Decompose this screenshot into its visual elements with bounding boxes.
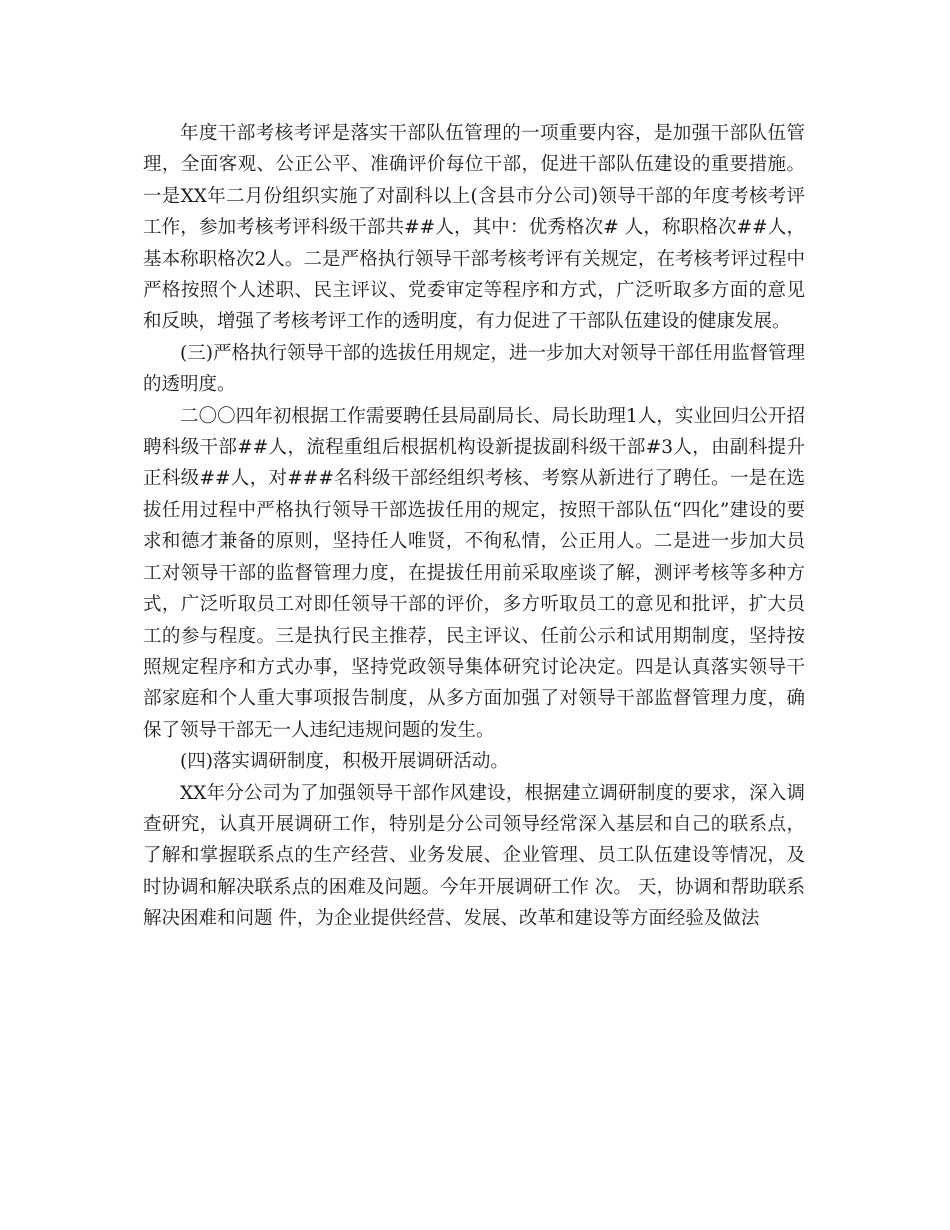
section-heading-research: (四)落实调研制度，积极开展调研活动。 <box>180 751 509 773</box>
paragraph-research: XX年分公司为了加强领导干部作风建设，根据建立调研制度的要求，深入调查研究，认真开展调研工作，特别是分公司领导经常深入基层和自己的联系点，了解和掌握联系点的生产经营、业务发展、企业管理、员工队伍建设等情况，及时协调和解决联系点的困难及问题。今年开展调研工作 次。 天，协调和帮助联系解决困难和问题 件，为企业提供经营、发展、改革和建设等方面经验及做法 <box>143 782 805 930</box>
paragraph-cadre-evaluation: 年度干部考核考评是落实干部队伍管理的一项重要内容，是加强干部队伍管理，全面客观、公正公平、准确评价每位干部，促进干部队伍建设的重要措施。一是XX年二月份组织实施了对副科以上(含县市分公司)领导干部的年度考核考评工作，参加考核考评科级干部共##人，其中：优秀格次# 人，称职格次##人，基本称职格次2人。二是严格执行领导干部考核考评有关规定，在考核考评过程中严格按照个人述职、民主评议、党委审定等程序和方式，广泛听取多方面的意见和反映，增强了考核考评工作的透明度，有力促进了干部队伍建设的健康发展。 <box>143 123 805 333</box>
section-heading-appointment: (三)严格执行领导干部的选拔任用规定，进一步加大对领导干部任用监督管理的透明度。 <box>143 342 805 396</box>
document-body <box>143 118 805 935</box>
paragraph-appointment: 二〇〇四年初根据工作需要聘任县局副局长、局长助理1人，实业回归公开招聘科级干部##人，流程重组后根据机构设新提拔副科级干部#3人，由副科提升正科级##人，对###名科级干部经组织考核、考察从新进行了聘任。一是在选拔任用过程中严格执行领导干部选拔任用的规定，按照干部队伍“四化”建设的要求和德才兼备的原则，坚持任人唯贤，不徇私情，公正用人。二是进一步加大员工对领导干部的监督管理力度，在提拔任用前采取座谈了解，测评考核等多种方式，广泛听取员工对即任领导干部的评价，多方听取员工的意见和批评，扩大员工的参与程度。三是执行民主推荐，民主评议、任前公示和试用期制度，坚持按照规定程序和方式办事，坚持党政领导集体研究讨论决定。四是认真落实领导干部家庭和个人重大事项报告制度，从多方面加强了对领导干部监督管理力度，确保了领导干部无一人违纪违规问题的发生。 <box>143 405 805 741</box>
